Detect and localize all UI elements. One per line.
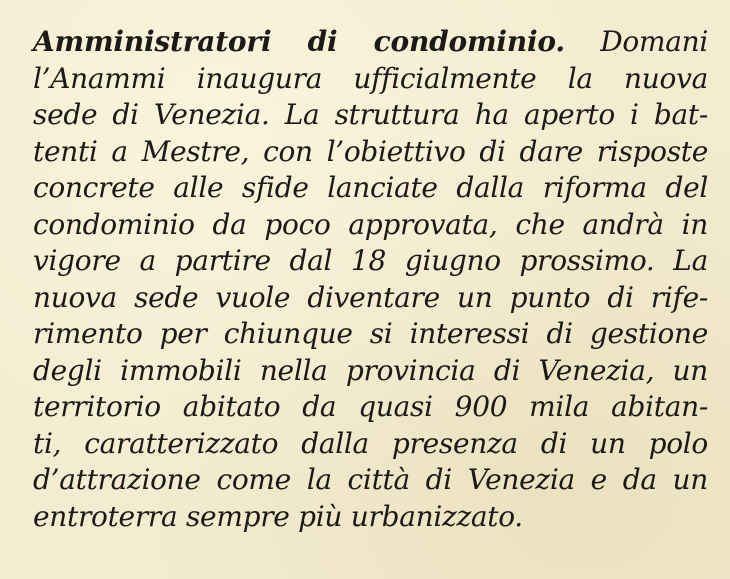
article-line bbox=[33, 24, 708, 61]
article-line: condominio da poco approvata, che andrà in bbox=[33, 207, 708, 241]
article-line: degli immobili nella provincia di Venezia, un bbox=[33, 353, 708, 387]
article-line: concrete alle sfide lanciate dalla riforma del bbox=[33, 171, 708, 204]
article-line: entroterra sempre più urbanizzato. bbox=[33, 499, 523, 533]
article-line: vigore a partire dal 18 giugno prossimo. La bbox=[33, 244, 708, 277]
article-line: territorio abitato da quasi 900 mila abitan- bbox=[33, 390, 708, 423]
article-line: tenti a Mestre, con l’obiettivo di dare risposte bbox=[33, 134, 708, 168]
article-line-text: Domani bbox=[600, 25, 709, 58]
article-line: nuova sede vuole diventare un punto di rife- bbox=[33, 280, 708, 314]
article-line: d’attrazione come la città di Venezia e da un bbox=[33, 463, 708, 496]
article-line: l’Anammi inaugura ufficialmente la nuova bbox=[33, 61, 708, 95]
article-headline: Amministratori di condominio. bbox=[33, 25, 565, 58]
article-line: rimento per chiunque si interessi di gestione bbox=[33, 317, 708, 350]
article-line: ti, caratterizzato dalla presenza di un polo bbox=[33, 426, 708, 460]
article-line: sede di Venezia. La struttura ha aperto i bat- bbox=[33, 98, 708, 131]
article-body bbox=[33, 24, 708, 535]
